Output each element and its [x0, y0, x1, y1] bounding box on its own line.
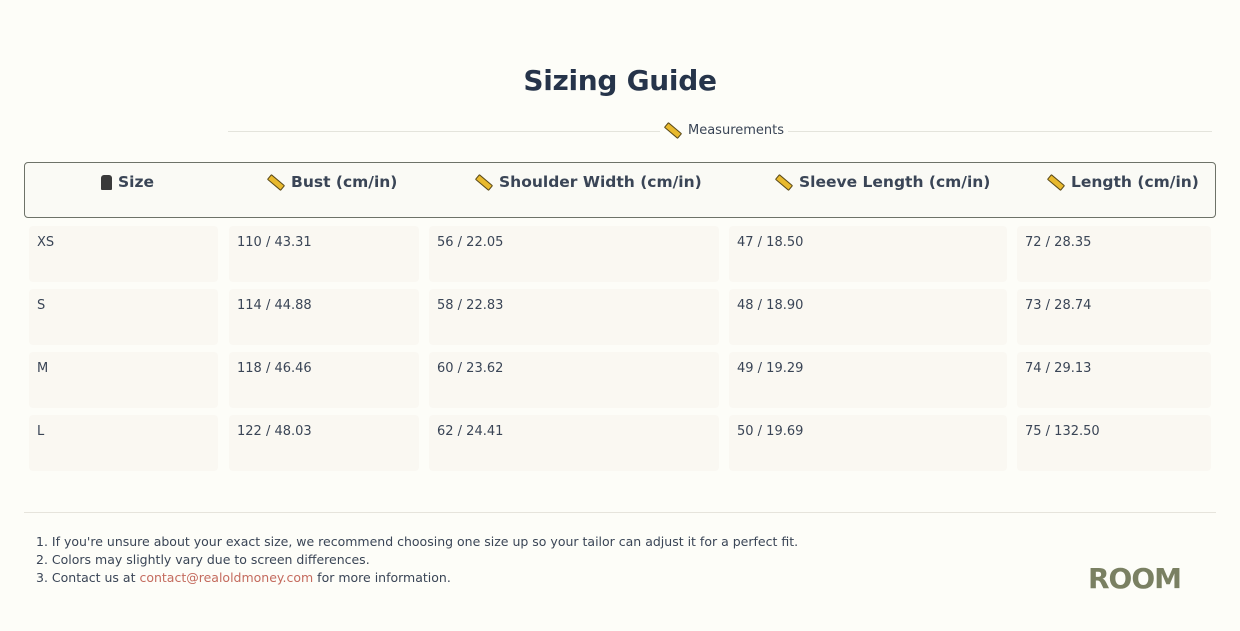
ruler-icon — [1047, 174, 1065, 191]
header-size-label: Size — [118, 173, 155, 191]
header-sleeve-label: Sleeve Length (cm/in) — [799, 173, 991, 191]
header-sleeve — [775, 173, 990, 191]
ruler-icon — [664, 122, 682, 139]
table-cell: 73 / 28.74 — [1017, 289, 1211, 345]
header-length-label: Length (cm/in) — [1071, 173, 1199, 191]
header-bust-label: Bust (cm/in) — [291, 173, 398, 191]
table-cell: 75 / 132.50 — [1017, 415, 1211, 471]
table-cell: 60 / 23.62 — [429, 352, 719, 408]
table-cell: L — [29, 415, 218, 471]
page-title: Sizing Guide — [523, 64, 717, 97]
header-bust — [267, 173, 397, 191]
header-shoulder — [475, 173, 702, 191]
notes-list — [36, 533, 798, 587]
measurements-label — [660, 123, 788, 138]
table-cell: 62 / 24.41 — [429, 415, 719, 471]
table-cell: XS — [29, 226, 218, 282]
table-cell: 47 / 18.50 — [729, 226, 1007, 282]
note-2: 2. Colors may slightly vary due to screen differences. — [36, 552, 370, 567]
table-cell: 49 / 19.29 — [729, 352, 1007, 408]
divider-left — [228, 131, 660, 132]
table-header — [24, 162, 1216, 218]
shirt-icon — [101, 175, 112, 190]
measurements-text: Measurements — [688, 123, 785, 138]
note-1: 1. If you're unsure about your exact size, we recommend choosing one size up so your tailor can adjust it for a perfect fit. — [36, 534, 799, 549]
table-cell: 74 / 29.13 — [1017, 352, 1211, 408]
note-3-suffix: for more information. — [313, 570, 451, 585]
header-shoulder-label: Shoulder Width (cm/in) — [499, 173, 702, 191]
table-cell: 58 / 22.83 — [429, 289, 719, 345]
divider-right — [784, 131, 1212, 132]
note-3-prefix: 3. Contact us at — [36, 570, 140, 585]
table-cell: 118 / 46.46 — [229, 352, 419, 408]
table-cell: 48 / 18.90 — [729, 289, 1007, 345]
footer-divider — [24, 512, 1216, 513]
table-cell: 122 / 48.03 — [229, 415, 419, 471]
header-length — [1047, 173, 1199, 191]
contact-email-link[interactable]: contact@realoldmoney.com — [139, 570, 314, 585]
table-cell: M — [29, 352, 218, 408]
table-cell: 114 / 44.88 — [229, 289, 419, 345]
table-cell: 72 / 28.35 — [1017, 226, 1211, 282]
ruler-icon — [267, 174, 285, 191]
table-cell: S — [29, 289, 218, 345]
table-cell: 110 / 43.31 — [229, 226, 419, 282]
brand-logo: ROOM — [1088, 562, 1182, 595]
note-3 — [36, 569, 798, 587]
ruler-icon — [775, 174, 793, 191]
header-size — [101, 173, 154, 191]
ruler-icon — [475, 174, 493, 191]
table-cell: 56 / 22.05 — [429, 226, 719, 282]
table-cell: 50 / 19.69 — [729, 415, 1007, 471]
